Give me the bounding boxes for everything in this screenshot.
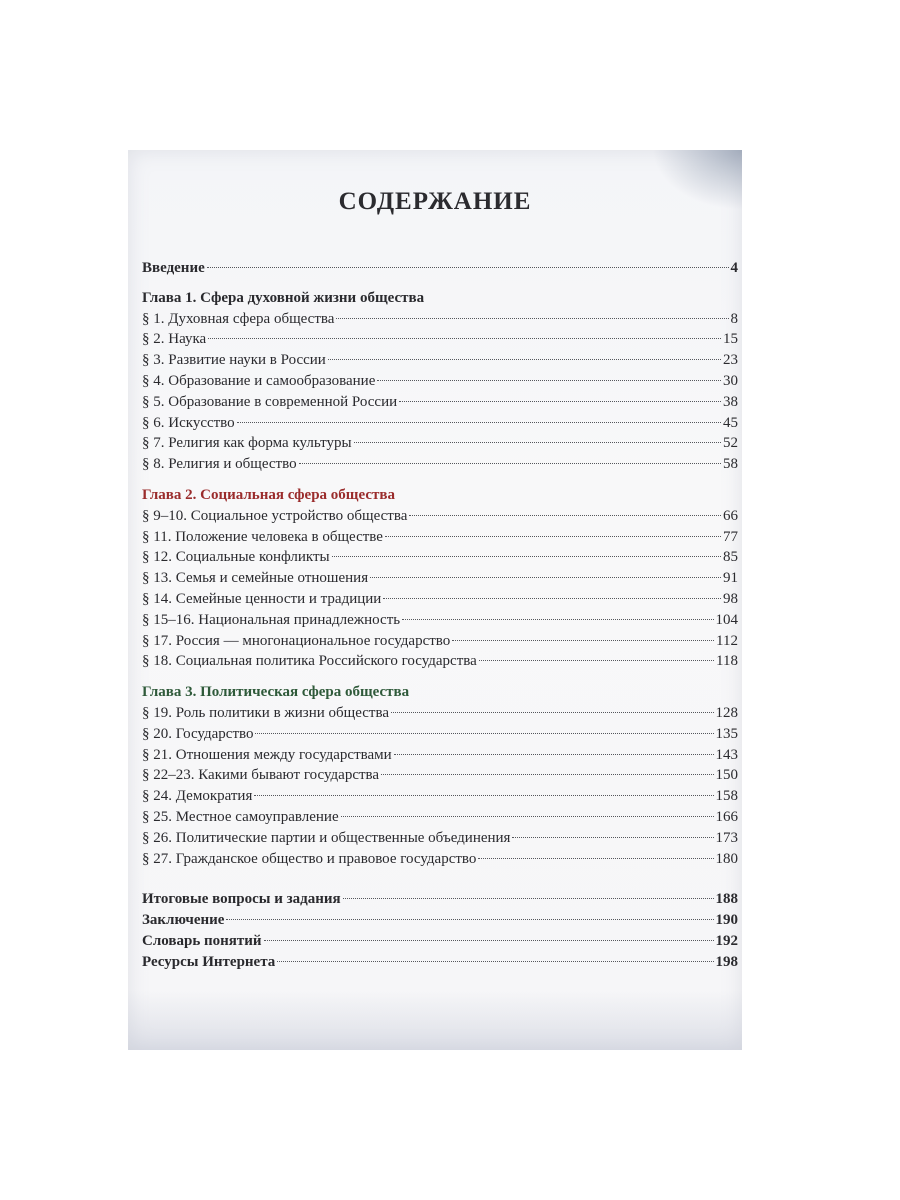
toc-entry-label: Введение (142, 260, 205, 276)
toc-entry-final[interactable] (142, 952, 738, 973)
chapter-2-list (142, 506, 738, 672)
toc-entry-label: § 25. Местное самоуправление (142, 808, 339, 825)
toc-entry-page: 15 (723, 331, 738, 348)
dot-leader (208, 338, 721, 339)
toc-entry[interactable] (142, 329, 738, 350)
toc-entry-label: § 5. Образование в современной России (142, 393, 398, 410)
toc-entry[interactable] (142, 849, 738, 870)
toc-entry-label: § 17. Россия — многонациональное государство (142, 632, 451, 649)
toc-entry[interactable] (142, 371, 738, 392)
toc-entry-page: 23 (723, 352, 738, 369)
toc-entry[interactable] (142, 350, 738, 371)
toc-entry-label: § 12. Социальные конфликты (142, 549, 330, 566)
dot-leader (254, 795, 713, 796)
toc-entry[interactable] (142, 506, 738, 527)
dot-leader (336, 318, 728, 319)
toc-entry[interactable] (142, 433, 738, 454)
toc-entry-label: § 19. Роль политики в жизни общества (142, 704, 390, 721)
toc-entry[interactable] (142, 651, 738, 672)
chapter-2-heading: Глава 2. Социальная сфера общества (142, 486, 395, 503)
toc-entry-page: 190 (715, 912, 738, 929)
dot-leader (328, 359, 721, 360)
toc-entry-page: 166 (715, 808, 738, 825)
toc-entry[interactable] (142, 392, 738, 413)
toc-entry-label: § 3. Развитие науки в России (142, 352, 326, 369)
dot-leader (512, 837, 713, 838)
toc-entry[interactable] (142, 413, 738, 434)
dot-leader (332, 556, 721, 557)
dot-leader (409, 515, 721, 516)
toc-entry[interactable] (142, 309, 738, 330)
toc-entry-page: 135 (715, 725, 738, 742)
toc-entry-page: 118 (716, 653, 738, 670)
dot-leader (255, 733, 713, 734)
page-title: СОДЕРЖАНИЕ (338, 188, 532, 215)
toc-entry[interactable] (142, 589, 738, 610)
dot-leader (207, 267, 729, 268)
book-page (128, 150, 742, 1050)
dot-leader (264, 940, 714, 941)
dot-leader (399, 401, 721, 402)
dot-leader (402, 619, 713, 620)
chapter-1-heading: Глава 1. Сфера духовной жизни общества (142, 289, 425, 306)
table-of-contents (142, 258, 738, 973)
toc-entry-label: Заключение (142, 912, 225, 929)
toc-entry-label: § 15–16. Национальная принадлежность (142, 611, 401, 628)
toc-entry-label: § 11. Положение человека в обществе (142, 528, 383, 545)
dot-leader (341, 816, 714, 817)
toc-entry-page: 128 (715, 704, 738, 721)
dot-leader (377, 380, 721, 381)
dot-leader (381, 774, 713, 775)
toc-entry-label: § 6. Искусство (142, 414, 235, 431)
toc-entry[interactable] (142, 745, 738, 766)
final-sections-list (142, 889, 738, 972)
dot-leader (452, 640, 714, 641)
dot-leader (370, 577, 721, 578)
toc-entry-label: § 24. Демократия (142, 788, 253, 805)
dot-leader (394, 754, 714, 755)
toc-entry-label: Итоговые вопросы и задания (142, 891, 341, 908)
toc-entry-page: 98 (723, 590, 738, 607)
toc-entry-page: 150 (715, 767, 738, 784)
toc-entry[interactable] (142, 454, 738, 475)
toc-entry-page: 45 (723, 414, 738, 431)
toc-entry[interactable] (142, 828, 738, 849)
toc-entry-final[interactable] (142, 889, 738, 910)
toc-entry-page: 104 (715, 611, 738, 628)
toc-entry-label: § 21. Отношения между государствами (142, 746, 392, 763)
dot-leader (343, 898, 714, 899)
toc-entry-label: § 9–10. Социальное устройство общества (142, 507, 408, 524)
dot-leader (478, 858, 713, 859)
toc-entry-page: 188 (715, 891, 738, 908)
toc-entry-page: 173 (715, 829, 738, 846)
toc-entry-page: 8 (730, 310, 738, 327)
toc-entry-label: § 18. Социальная политика Российского государства (142, 653, 477, 670)
toc-entry-label: Ресурсы Интернета (142, 953, 276, 970)
toc-entry[interactable] (142, 724, 738, 745)
toc-entry[interactable] (142, 631, 738, 652)
toc-entry-page: 180 (715, 850, 738, 867)
dot-leader (299, 463, 721, 464)
toc-entry-label: § 13. Семья и семейные отношения (142, 570, 369, 587)
dot-leader (237, 422, 721, 423)
toc-entry-page: 38 (723, 393, 738, 410)
toc-entry-page: 158 (715, 788, 738, 805)
chapter-3-list (142, 703, 738, 869)
dot-leader (354, 442, 721, 443)
toc-entry-page: 198 (715, 953, 738, 970)
toc-entry-page: 143 (715, 746, 738, 763)
toc-entry[interactable] (142, 765, 738, 786)
toc-entry[interactable] (142, 568, 738, 589)
toc-entry-page: 58 (723, 456, 738, 473)
toc-entry-page: 30 (723, 372, 738, 389)
toc-entry-page: 77 (723, 528, 738, 545)
dot-leader (391, 712, 713, 713)
toc-entry[interactable] (142, 547, 738, 568)
dot-leader (226, 919, 713, 920)
toc-entry-label: § 4. Образование и самообразование (142, 372, 376, 389)
toc-entry-label: § 7. Религия как форма культуры (142, 435, 352, 452)
dot-leader (385, 536, 721, 537)
toc-entry-label: § 26. Политические партии и общественные объединения (142, 829, 511, 846)
chapter-1-list (142, 309, 738, 475)
toc-entry-final[interactable] (142, 931, 738, 952)
toc-entry-page: 52 (723, 435, 738, 452)
toc-entry[interactable] (142, 807, 738, 828)
toc-entry-label: § 20. Государство (142, 725, 254, 742)
toc-entry-label: § 1. Духовная сфера общества (142, 310, 335, 327)
chapter-3-heading: Глава 3. Политическая сфера общества (142, 684, 410, 701)
toc-entry[interactable] (142, 786, 738, 807)
toc-entry-intro[interactable] (142, 258, 738, 279)
toc-entry-label: § 14. Семейные ценности и традиции (142, 590, 382, 607)
dot-leader (383, 598, 721, 599)
toc-entry-page: 85 (723, 549, 738, 566)
toc-entry-page: 112 (716, 632, 738, 649)
toc-entry[interactable] (142, 703, 738, 724)
toc-entry-page: 91 (723, 570, 738, 587)
toc-entry[interactable] (142, 610, 738, 631)
toc-entry-label: Словарь понятий (142, 932, 262, 949)
dot-leader (277, 961, 713, 962)
dot-leader (479, 660, 714, 661)
toc-entry-page: 66 (723, 507, 738, 524)
toc-entry-label: § 2. Наука (142, 331, 207, 348)
toc-entry-label: § 22–23. Какими бывают государства (142, 767, 380, 784)
toc-entry-page: 192 (715, 932, 738, 949)
toc-entry-label: § 27. Гражданское общество и правовое государство (142, 850, 477, 867)
toc-entry-label: § 8. Религия и общество (142, 456, 297, 473)
toc-entry[interactable] (142, 527, 738, 548)
toc-entry-final[interactable] (142, 910, 738, 931)
toc-entry-page: 4 (730, 260, 738, 276)
